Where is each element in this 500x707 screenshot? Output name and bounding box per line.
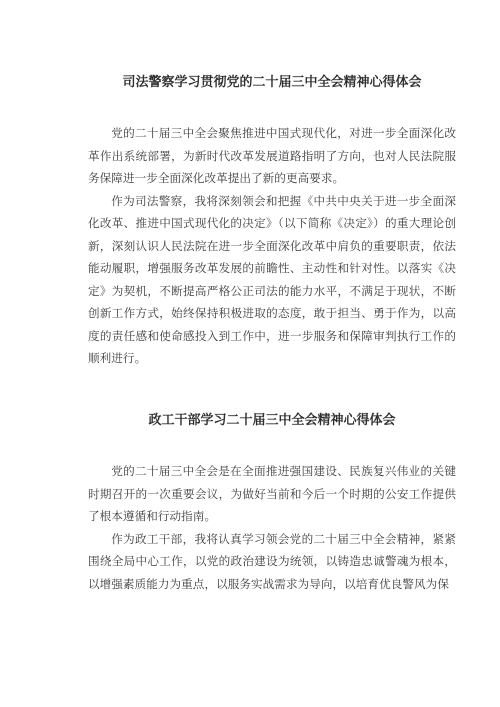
article-title: 政工干部学习二十届三中全会精神心得体会 (148, 413, 396, 428)
article-section (88, 74, 456, 370)
article-title: 司法警察学习贯彻党的二十届三中全会精神心得体会 (122, 75, 422, 90)
paragraph: 作为司法警察，我将深刻领会和把握《中共中央关于进一步全面深化改革、推进中国式现代化的决定》（以下简称《决定》）的重大理论创新，深刻认识人民法院在进一步全面深化改革中肩负的重要职责，依法能动履职，增强服务改革发展的前瞻性、主动性和针对性。以落实《决定》为契机，不断提高严格公正司法的能力水平，不满足于现状，不断创新工作方式，始终保持积极进取的态度，敢于担当、勇于作为，以高度的责任感和使命感投入到工作中，进一步服务和保障审判执行工作的顺利进行。 (88, 193, 456, 365)
paragraph: 党的二十届三中全会是在全面推进强国建设、民族复兴伟业的关键时期召开的一次重要会议，为做好当前和今后一个时期的公安工作提供了根本遵循和行动指南。 (88, 464, 456, 523)
article-body (88, 122, 456, 370)
paragraph: 党的二十届三中全会聚焦推进中国式现代化，对进一步全面深化改革作出系统部署，为新时代改革发展道路指明了方向，也对人民法院服务保障进一步全面深化改革提出了新的更高要求。 (88, 126, 456, 185)
article-body (88, 460, 456, 595)
article-section (88, 412, 456, 595)
paragraph: 作为政工干部，我将认真学习领会党的二十届三中全会精神，紧紧围绕全局中心工作，以党的政治建设为统领，以铸造忠诚警魂为根本，以增强素质能力为重点，以服务实战需求为导向，以培育优良警风为保 (88, 531, 456, 591)
